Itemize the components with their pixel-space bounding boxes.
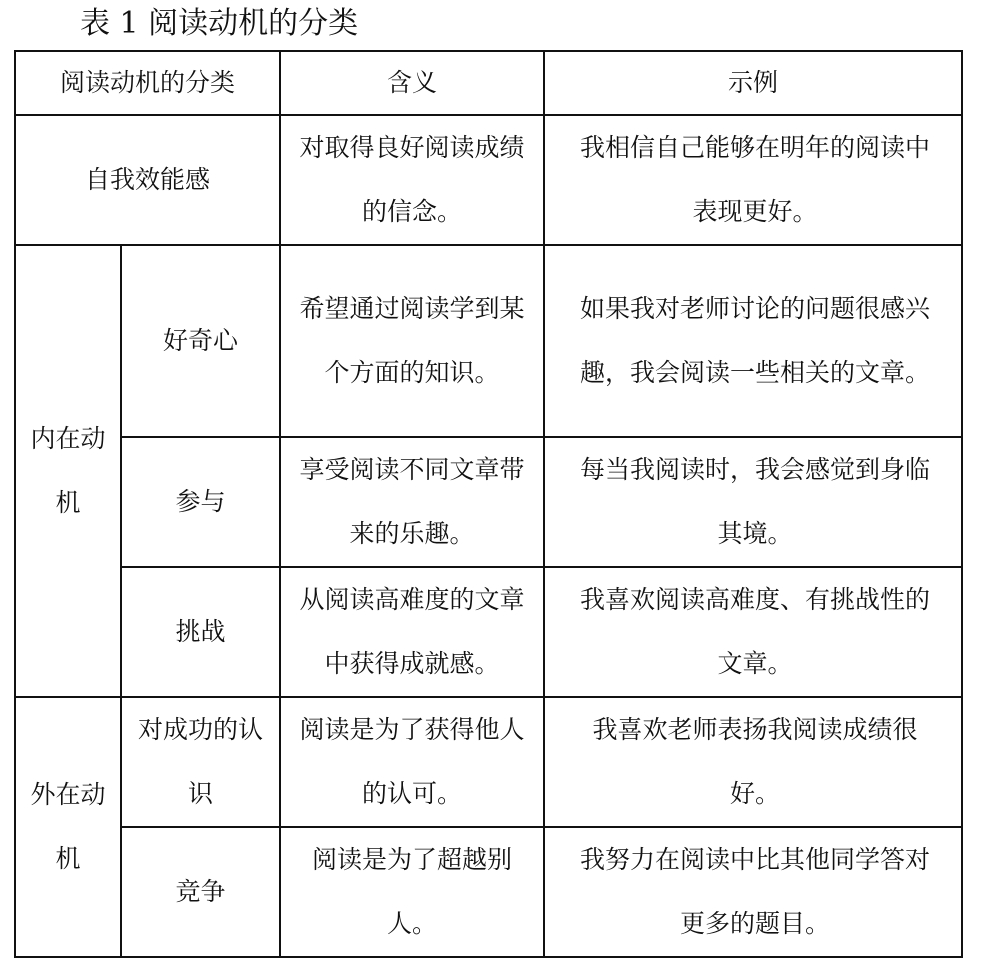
table-caption: 表 1 阅读动机的分类 xyxy=(80,6,359,41)
meaning-cell: 阅读是为了获得他人的认可。 xyxy=(280,697,544,827)
table-row xyxy=(15,437,962,567)
category-cell: 挑战 xyxy=(121,567,280,697)
group-cell-extrinsic: 外在动机 xyxy=(15,697,121,957)
meaning-cell: 从阅读高难度的文章中获得成就感。 xyxy=(280,567,544,697)
example-cell: 我相信自己能够在明年的阅读中表现更好。 xyxy=(544,115,962,245)
header-meaning: 含义 xyxy=(280,51,544,115)
example-cell: 每当我阅读时，我会感觉到身临其境。 xyxy=(544,437,962,567)
example-cell: 我努力在阅读中比其他同学答对更多的题目。 xyxy=(544,827,962,957)
category-cell: 竞争 xyxy=(121,827,280,957)
table-row xyxy=(15,827,962,957)
meaning-cell: 阅读是为了超越别人。 xyxy=(280,827,544,957)
category-cell: 好奇心 xyxy=(121,245,280,437)
category-cell: 参与 xyxy=(121,437,280,567)
motivation-table xyxy=(14,50,963,958)
example-cell: 我喜欢阅读高难度、有挑战性的文章。 xyxy=(544,567,962,697)
meaning-cell: 希望通过阅读学到某个方面的知识。 xyxy=(280,245,544,437)
table-row xyxy=(15,115,962,245)
table-row xyxy=(15,567,962,697)
header-category: 阅读动机的分类 xyxy=(15,51,280,115)
meaning-cell: 对取得良好阅读成绩的信念。 xyxy=(280,115,544,245)
table-row xyxy=(15,245,962,437)
table-row xyxy=(15,697,962,827)
table-header-row xyxy=(15,51,962,115)
example-cell: 如果我对老师讨论的问题很感兴趣，我会阅读一些相关的文章。 xyxy=(544,245,962,437)
category-cell: 自我效能感 xyxy=(15,115,280,245)
group-cell-intrinsic: 内在动机 xyxy=(15,245,121,697)
meaning-cell: 享受阅读不同文章带来的乐趣。 xyxy=(280,437,544,567)
category-cell: 对成功的认识 xyxy=(121,697,280,827)
example-cell: 我喜欢老师表扬我阅读成绩很好。 xyxy=(544,697,962,827)
header-example: 示例 xyxy=(544,51,962,115)
